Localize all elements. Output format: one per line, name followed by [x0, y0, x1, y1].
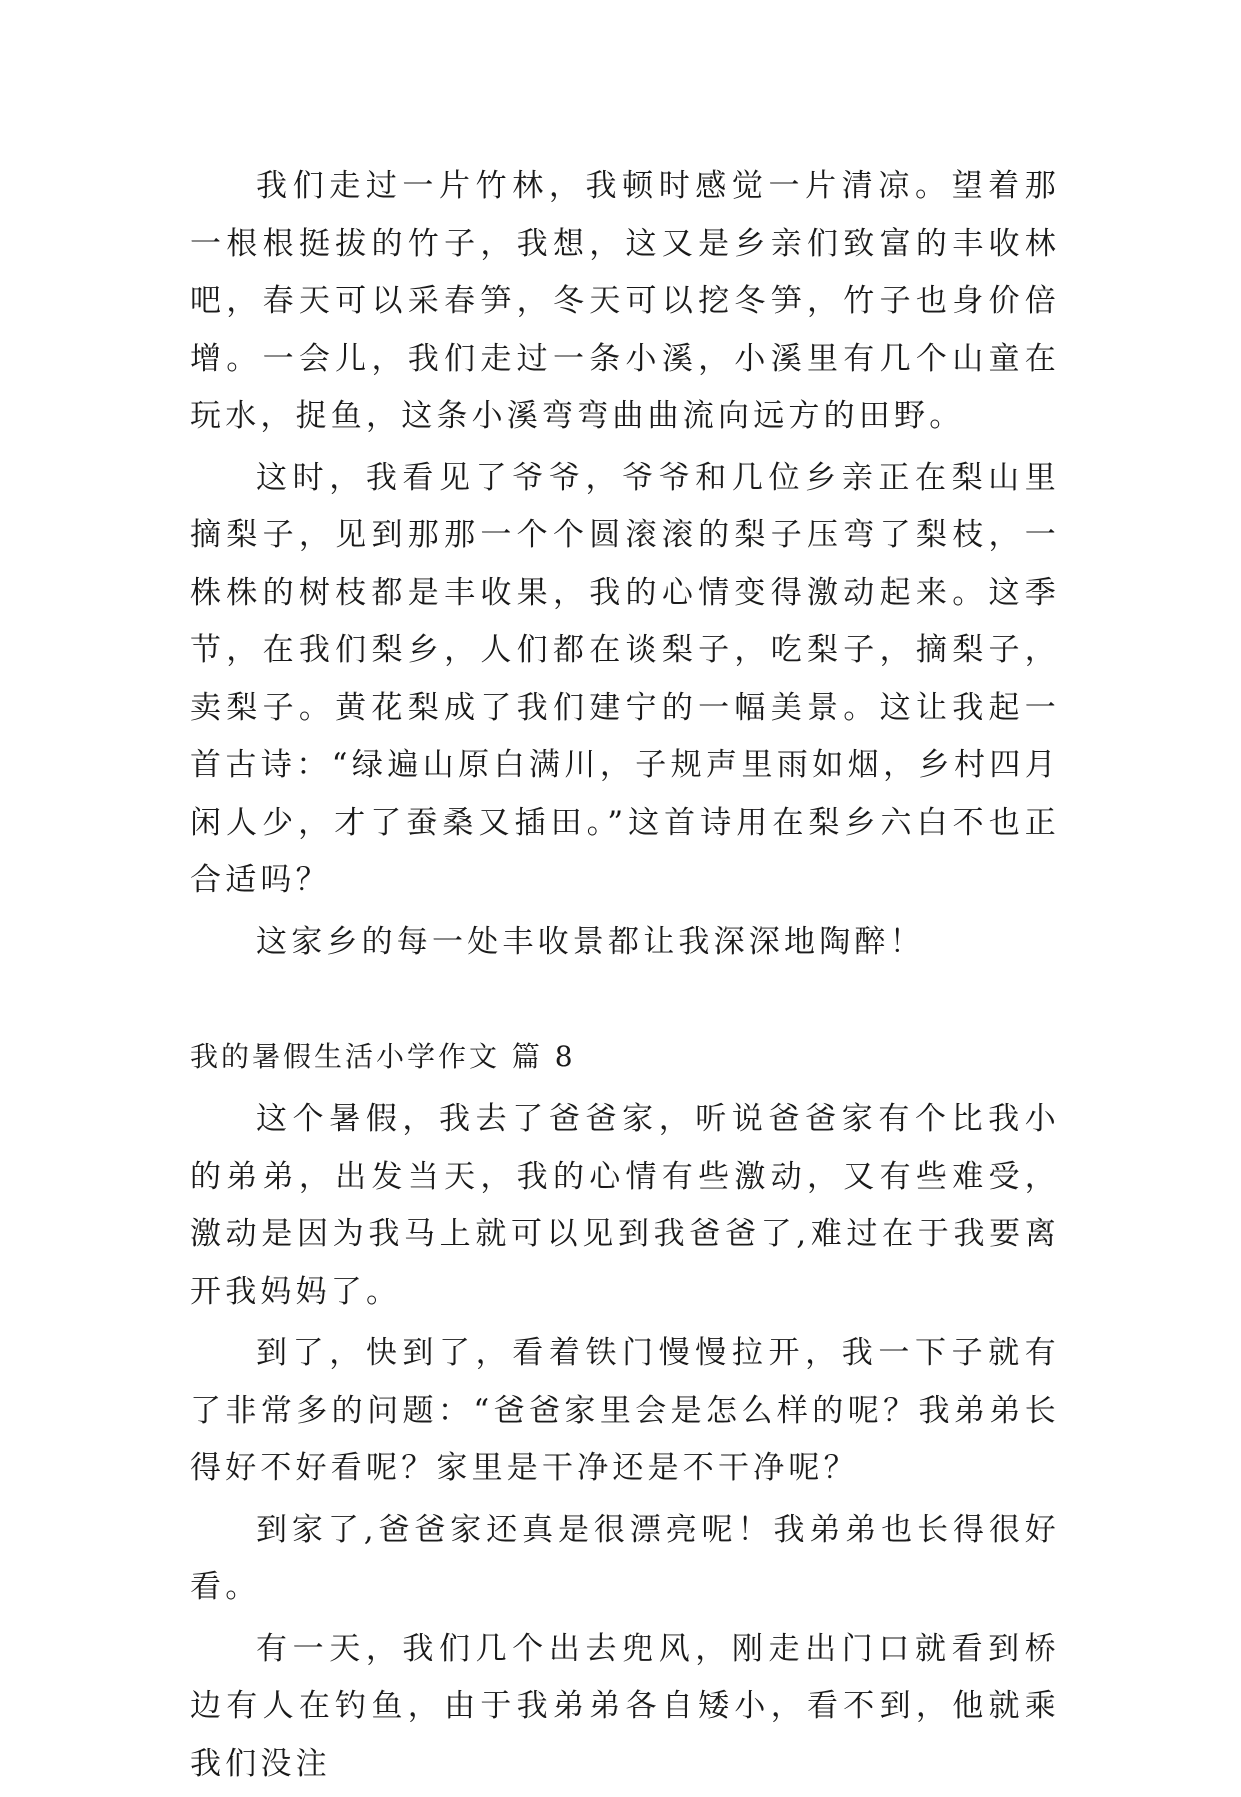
paragraph: 我们走过一片竹林，我顿时感觉一片清凉。望着那一根根挺拔的竹子，我想，这又是乡亲们致富的丰收林吧，春天可以采春笋，冬天可以挖冬笋，竹子也身价倍增。一会儿，我们走过一条小溪，小溪里有几个山童在玩水，捉鱼，这条小溪弯弯曲曲流向远方的田野。: [190, 168, 1060, 434]
paragraph: 到家了,爸爸家还真是很漂亮呢！我弟弟也长得很好看。: [190, 1511, 1060, 1605]
paragraph: 这时，我看见了爷爷，爷爷和几位乡亲正在梨山里摘梨子，见到那那一个个圆滚滚的梨子压弯了梨枝，一株株的树枝都是丰收果，我的心情变得激动起来。这季节，在我们梨乡，人们都在谈梨子，吃梨子，摘梨子，卖梨子。黄花梨成了我们建宁的一幅美景。这让我起一首古诗：“绿遍山原白满川，子规声里雨如烟，乡村四月闲人少，才了蚕桑又插田。”这首诗用在梨乡六白不也正合适吗？: [190, 459, 1060, 898]
document-page: [190, 158, 1060, 1797]
paragraph: 有一天，我们几个出去兜风，刚走出门口就看到桥边有人在钓鱼，由于我弟弟各自矮小，看不到，他就乘我们没注: [190, 1630, 1060, 1782]
paragraph: 这家乡的每一处丰收景都让我深深地陶醉！: [256, 923, 925, 960]
section-title: 我的暑假生活小学作文 篇 8: [190, 1040, 576, 1073]
paragraph: 这个暑假，我去了爸爸家，听说爸爸家有个比我小的弟弟，出发当天，我的心情有些激动，又有些难受，激动是因为我马上就可以见到我爸爸了,难过在于我要离开我妈妈了。: [190, 1101, 1060, 1310]
paragraph: 到了，快到了，看着铁门慢慢拉开，我一下子就有了非常多的问题：“爸爸家里会是怎么样的呢？我弟弟长得好不好看呢？家里是干净还是不干净呢？: [190, 1335, 1060, 1486]
